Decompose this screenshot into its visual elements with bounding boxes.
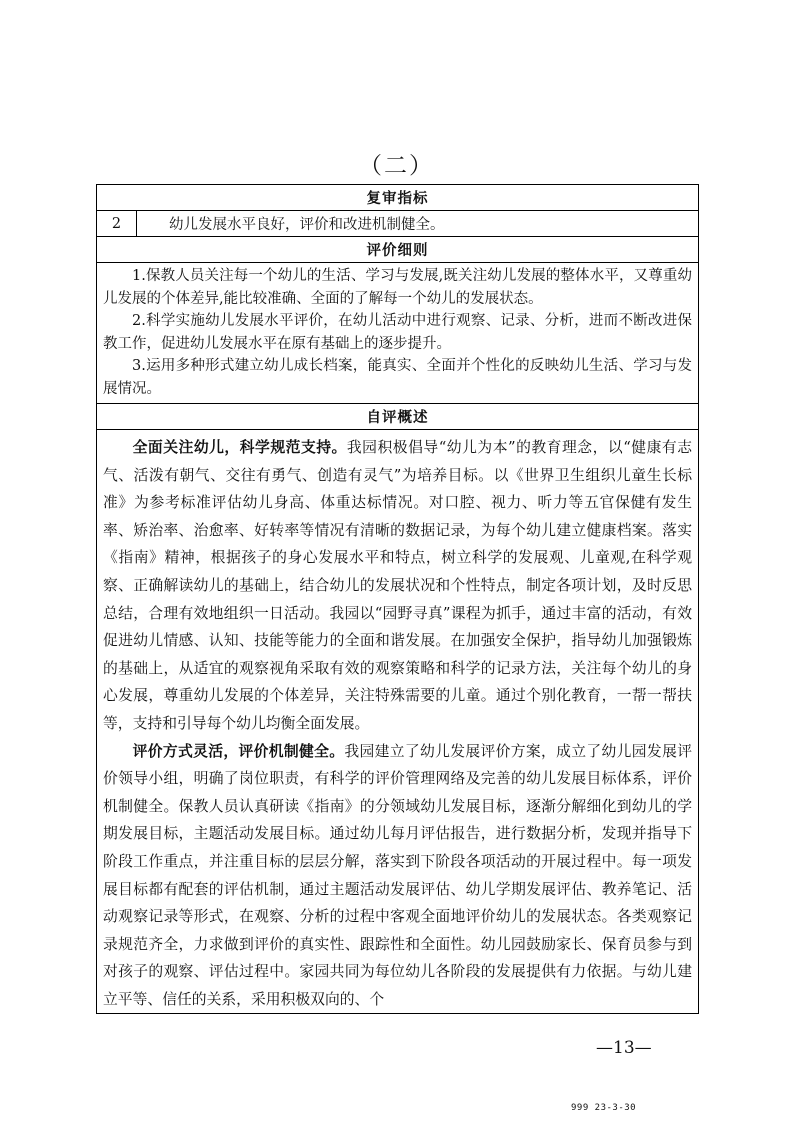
evaluation-rules-content <box>97 263 699 404</box>
evaluation-rules-row <box>97 263 699 404</box>
self-assessment-header-row <box>97 404 699 430</box>
self-assessment-header: 自评概述 <box>97 404 699 430</box>
section-title: （二） <box>359 153 434 179</box>
paragraph-lead: 评价方式灵活，评价机制健全。 <box>132 742 345 760</box>
review-indicator-header: 复审指标 <box>97 185 699 211</box>
self-assessment-row <box>97 430 699 1014</box>
review-indicator-row <box>97 211 699 237</box>
summary-paragraph <box>103 434 692 738</box>
evaluation-rules-header: 评价细则 <box>97 237 699 263</box>
paragraph-body: 我园积极倡导“幼儿为本”的教育理念，以“健康有志气、活泼有朝气、交往有勇气、创造有灵气”为培养目标。以《世界卫生组织儿童生长标准》为参考标准评估幼儿身高、体重达标情况。对口腔、视力、听力等五官保健有发生率、矫治率、治愈率、好转率等情况有清晰的数据记录，为每个幼儿建立健康档案。落实《指南》精神，根据孩子的身心发展水平和特点，树立科学的发展观、儿童观,在科学观察、正确解读幼儿的基础上，结合幼儿的发展状况和个性特点，制定各项计划，及时反思总结，合理有效地组织一日活动。我园以“园野寻真”课程为抓手，通过丰富的活动，有效促进幼儿情感、认知、技能等能力的全面和谐发展。在加强安全保护，指导幼儿加强锻炼的基础上，从适宜的观察视角采取有效的观察策略和科学的记录方法，关注每个幼儿的身心发展，尊重幼儿发展的个体差异，关注特殊需要的儿童。通过个别化教育，一帮一帮扶等，支持和引导每个幼儿均衡全面发展。 <box>103 439 692 732</box>
page-number: —13— <box>596 1038 652 1058</box>
indicator-number: 2 <box>97 211 137 237</box>
paragraph-lead: 全面关注幼儿，科学规范支持。 <box>132 439 347 456</box>
self-assessment-content <box>97 430 699 1014</box>
evaluation-rules-header-row <box>97 237 699 263</box>
rule-item: 1.保教人员关注每一个幼儿的生活、学习与发展,既关注幼儿发展的整体水平，又尊重幼儿发展的个体差异,能比较准确、全面的了解每一个幼儿的发展状态。 <box>103 268 692 307</box>
paragraph-body: 我园建立了幼儿发展评价方案，成立了幼儿园发展评价领导小组，明确了岗位职责，有科学的评价管理网络及完善的幼儿发展目标体系，评价机制健全。保教人员认真研读《指南》的分领域幼儿发展目标，逐渐分解细化到幼儿的学期发展目标，主题活动发展目标。通过幼儿每月评估报告，进行数据分析，发现并指导下阶段工作重点，并注重目标的层层分解，落实到下阶段各项活动的开展过程中。每一项发展目标都有配套的评估机制，通过主题活动发展评估、幼儿学期发展评估、教养笔记、活动观察记录等形式，在观察、分析的过程中客观全面地评价幼儿的发展状态。各类观察记录规范齐全，力求做到评价的真实性、跟踪性和全面性。幼儿园鼓励家长、保育员参与到对孩子的观察、评估过程中。家园共同为每位幼儿各阶段的发展提供有力依据。与幼儿建立平等、信任的关系，采用积极双向的、个 <box>103 742 692 1008</box>
print-stamp: 999 23-3-30 <box>571 1103 637 1113</box>
evaluation-table <box>96 184 699 1014</box>
indicator-text: 幼儿发展水平良好，评价和改进机制健全。 <box>137 211 699 237</box>
rule-item: 3.运用多种形式建立幼儿成长档案，能真实、全面并个性化的反映幼儿生活、学习与发展情况。 <box>103 358 692 397</box>
rule-item: 2.科学实施幼儿发展水平评价，在幼儿活动中进行观察、记录、分析，进而不断改进保教工作，促进幼儿发展水平在原有基础上的逐步提升。 <box>103 313 692 352</box>
summary-paragraph <box>103 738 692 1014</box>
review-indicator-header-row <box>97 185 699 211</box>
